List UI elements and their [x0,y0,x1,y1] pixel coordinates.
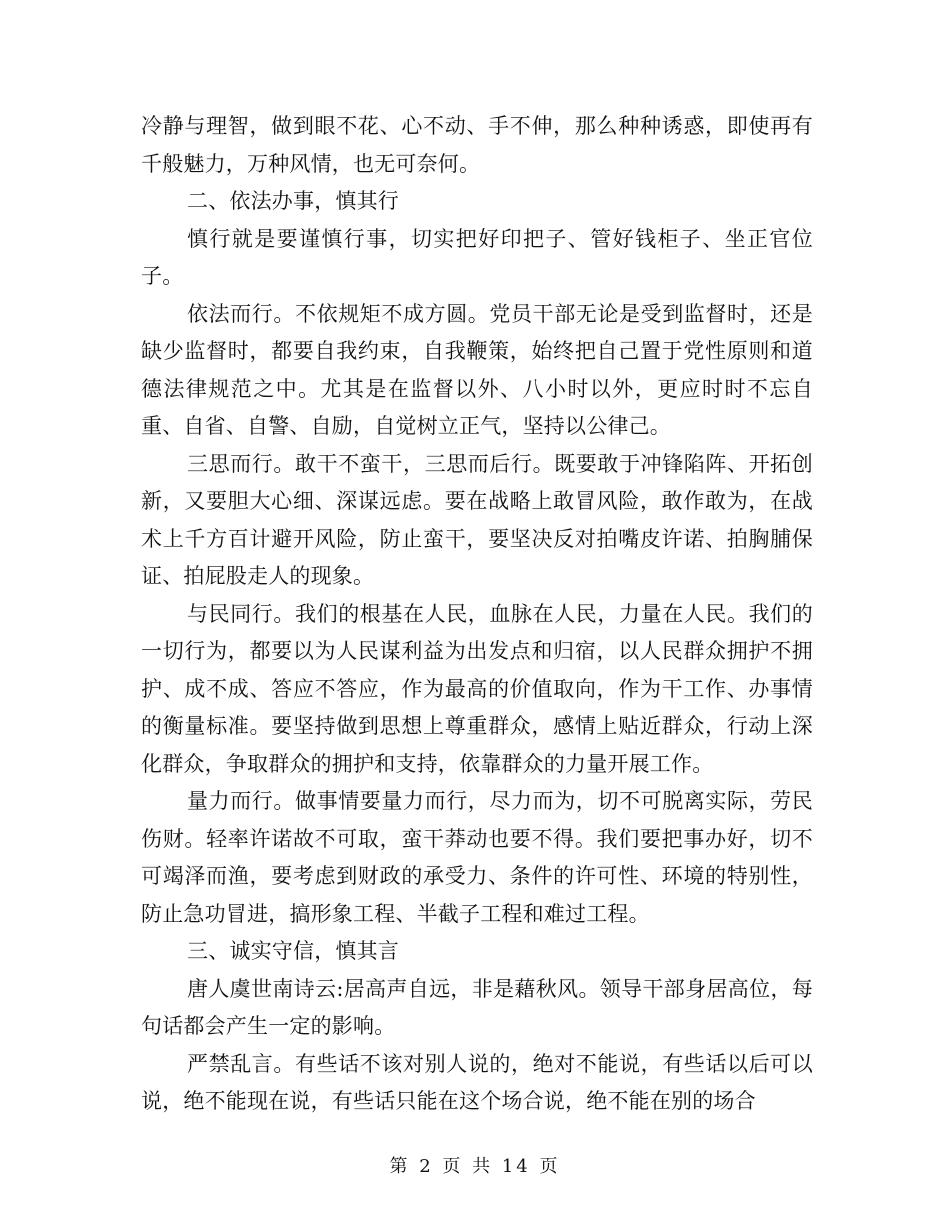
document-body [141,108,813,1121]
paragraph: 慎行就是要谨慎行事，切实把好印把子、管好钱柜子、坐正官位子。 [141,226,813,288]
section-heading-3: 三、诚实守信，慎其言 [187,939,399,963]
paragraph: 唐人虞世南诗云:居高声自远，非是藉秋风。领导干部身居高位，每句话都会产生一定的影响。 [141,976,813,1038]
paragraph: 量力而行。做事情要量力而行，尽力而为，切不可脱离实际，劳民伤财。轻率许诺故不可取，蛮干莽动也要不得。我们要把事办好，切不可竭泽而渔，要考虑到财政的承受力、条件的许可性、环境的特别性，防止急功冒进，搞形象工程、半截子工程和难过工程。 [141,789,813,926]
paragraph-continuation: 冷静与理智，做到眼不花、心不动、手不伸，那么种种诱惑，即使再有千般魅力，万种风情，也无可奈何。 [141,114,813,176]
paragraph: 三思而行。敢干不蛮干，三思而后行。既要敢于冲锋陷阵、开拓创新，又要胆大心细、深谋远虑。要在战略上敢冒风险，敢作敢为，在战术上千方百计避开风险，防止蛮干，要坚决反对拍嘴皮许诺、拍胸脯保证、拍屁股走人的现象。 [141,451,813,588]
paragraph: 与民同行。我们的根基在人民，血脉在人民，力量在人民。我们的一切行为，都要以为人民谋利益为出发点和归宿，以人民群众拥护不拥护、成不成、答应不答应，作为最高的价值取向，作为干工作、办事情的衡量标准。要坚持做到思想上尊重群众，感情上贴近群众，行动上深化群众，争取群众的拥护和支持，依靠群众的力量开展工作。 [141,601,813,776]
paragraph: 严禁乱言。有些话不该对别人说的，绝对不能说，有些话以后可以说，绝不能现在说，有些话只能在这个场合说，绝不能在别的场合 [141,1051,813,1113]
paragraph: 依法而行。不依规矩不成方圆。党员干部无论是受到监督时，还是缺少监督时，都要自我约束，自我鞭策，始终把自己置于党性原则和道德法律规范之中。尤其是在监督以外、八小时以外，更应时时不忘自重、自省、自警、自励，自觉树立正气，坚持以公律己。 [141,301,813,438]
section-heading-2: 二、依法办事，慎其行 [187,189,399,213]
page-number-footer: 第 2 页 共 14 页 [389,1156,561,1177]
